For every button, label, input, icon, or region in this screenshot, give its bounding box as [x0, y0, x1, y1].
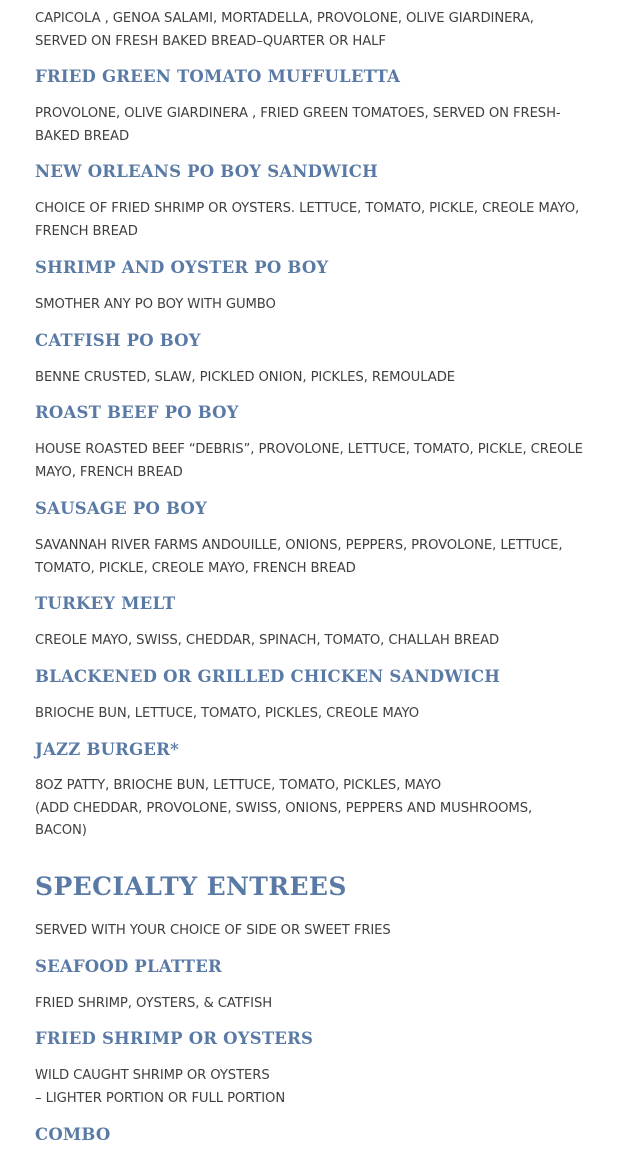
menu-item-title: SEAFOOD PLATTER — [35, 957, 222, 976]
menu-item-title: TURKEY MELT — [35, 594, 176, 613]
description-line: BRIOCHE BUN, LETTUCE, TOMATO, PICKLES, CREOLE MAYO — [35, 706, 420, 721]
item-description — [35, 198, 579, 243]
menu-item-title: BLACKENED OR GRILLED CHICKEN SANDWICH — [35, 667, 501, 686]
description-line: SAVANNAH RIVER FARMS ANDOUILLE, ONIONS, PEPPERS, PROVOLONE, LETTUCE, — [35, 538, 563, 553]
menu-item-title: FRIED GREEN TOMATO MUFFULETTA — [35, 67, 401, 86]
item-description — [35, 775, 532, 843]
description-line: HOUSE ROASTED BEEF “DEBRIS”, PROVOLONE, LETTUCE, TOMATO, PICKLE, CREOLE — [35, 442, 583, 457]
menu-item-title: JAZZ BURGER* — [35, 740, 179, 759]
description-line: CHOICE OF FRIED SHRIMP OR OYSTERS. LETTUCE, TOMATO, PICKLE, CREOLE MAYO, — [35, 201, 580, 216]
description-line: SMOTHER ANY PO BOY WITH GUMBO — [35, 297, 276, 312]
menu-item-title: CATFISH PO BOY — [35, 331, 201, 350]
item-description — [35, 439, 583, 484]
item-description — [35, 535, 562, 580]
item-description — [35, 993, 272, 1016]
description-line: CREOLE MAYO, SWISS, CHEDDAR, SPINACH, TOMATO, CHALLAH BREAD — [35, 633, 500, 648]
description-line: PROVOLONE, OLIVE GIARDINERA , FRIED GREEN TOMATOES, SERVED ON FRESH- — [35, 106, 561, 121]
section-intro — [35, 920, 391, 943]
description-line: SERVED ON FRESH BAKED BREAD–QUARTER OR HALF — [35, 33, 386, 49]
item-description — [35, 8, 534, 53]
description-line: SERVED WITH YOUR CHOICE OF SIDE OR SWEET FRIES — [35, 923, 391, 938]
menu-item-title: ROAST BEEF PO BOY — [35, 403, 239, 422]
menu-item-title: FRIED SHRIMP OR OYSTERS — [35, 1029, 314, 1048]
description-line: 8OZ PATTY, BRIOCHE BUN, LETTUCE, TOMATO, PICKLES, MAYO — [35, 778, 442, 793]
description-line: FRENCH BREAD — [35, 223, 138, 239]
item-description — [35, 294, 276, 317]
description-line: FRIED SHRIMP, OYSTERS, & CATFISH — [35, 996, 273, 1011]
description-line: – LIGHTER PORTION OR FULL PORTION — [35, 1090, 286, 1106]
description-line: CAPICOLA , GENOA SALAMI, MORTADELLA, PROVOLONE, OLIVE GIARDINERA, — [35, 11, 534, 26]
description-line: WILD CAUGHT SHRIMP OR OYSTERS — [35, 1068, 270, 1083]
item-description — [35, 367, 455, 390]
section-title: SPECIALTY ENTREES — [35, 872, 347, 901]
menu-item-title: SHRIMP AND OYSTER PO BOY — [35, 258, 329, 277]
item-description — [35, 1065, 285, 1110]
menu-item-title: NEW ORLEANS PO BOY SANDWICH — [35, 162, 378, 181]
item-description — [35, 703, 419, 726]
item-description — [35, 103, 561, 148]
item-description — [35, 630, 499, 653]
description-line: BAKED BREAD — [35, 128, 130, 144]
description-line: MAYO, FRENCH BREAD — [35, 464, 183, 480]
description-line: BACON) — [35, 823, 87, 839]
description-line: TOMATO, PICKLE, CREOLE MAYO, FRENCH BREAD — [35, 560, 356, 576]
description-line: (ADD CHEDDAR, PROVOLONE, SWISS, ONIONS, PEPPERS AND MUSHROOMS, — [35, 800, 533, 816]
description-line: BENNE CRUSTED, SLAW, PICKLED ONION, PICKLES, REMOULADE — [35, 370, 455, 385]
menu-item-title: COMBO — [35, 1125, 111, 1144]
menu-item-title: SAUSAGE PO BOY — [35, 499, 207, 518]
